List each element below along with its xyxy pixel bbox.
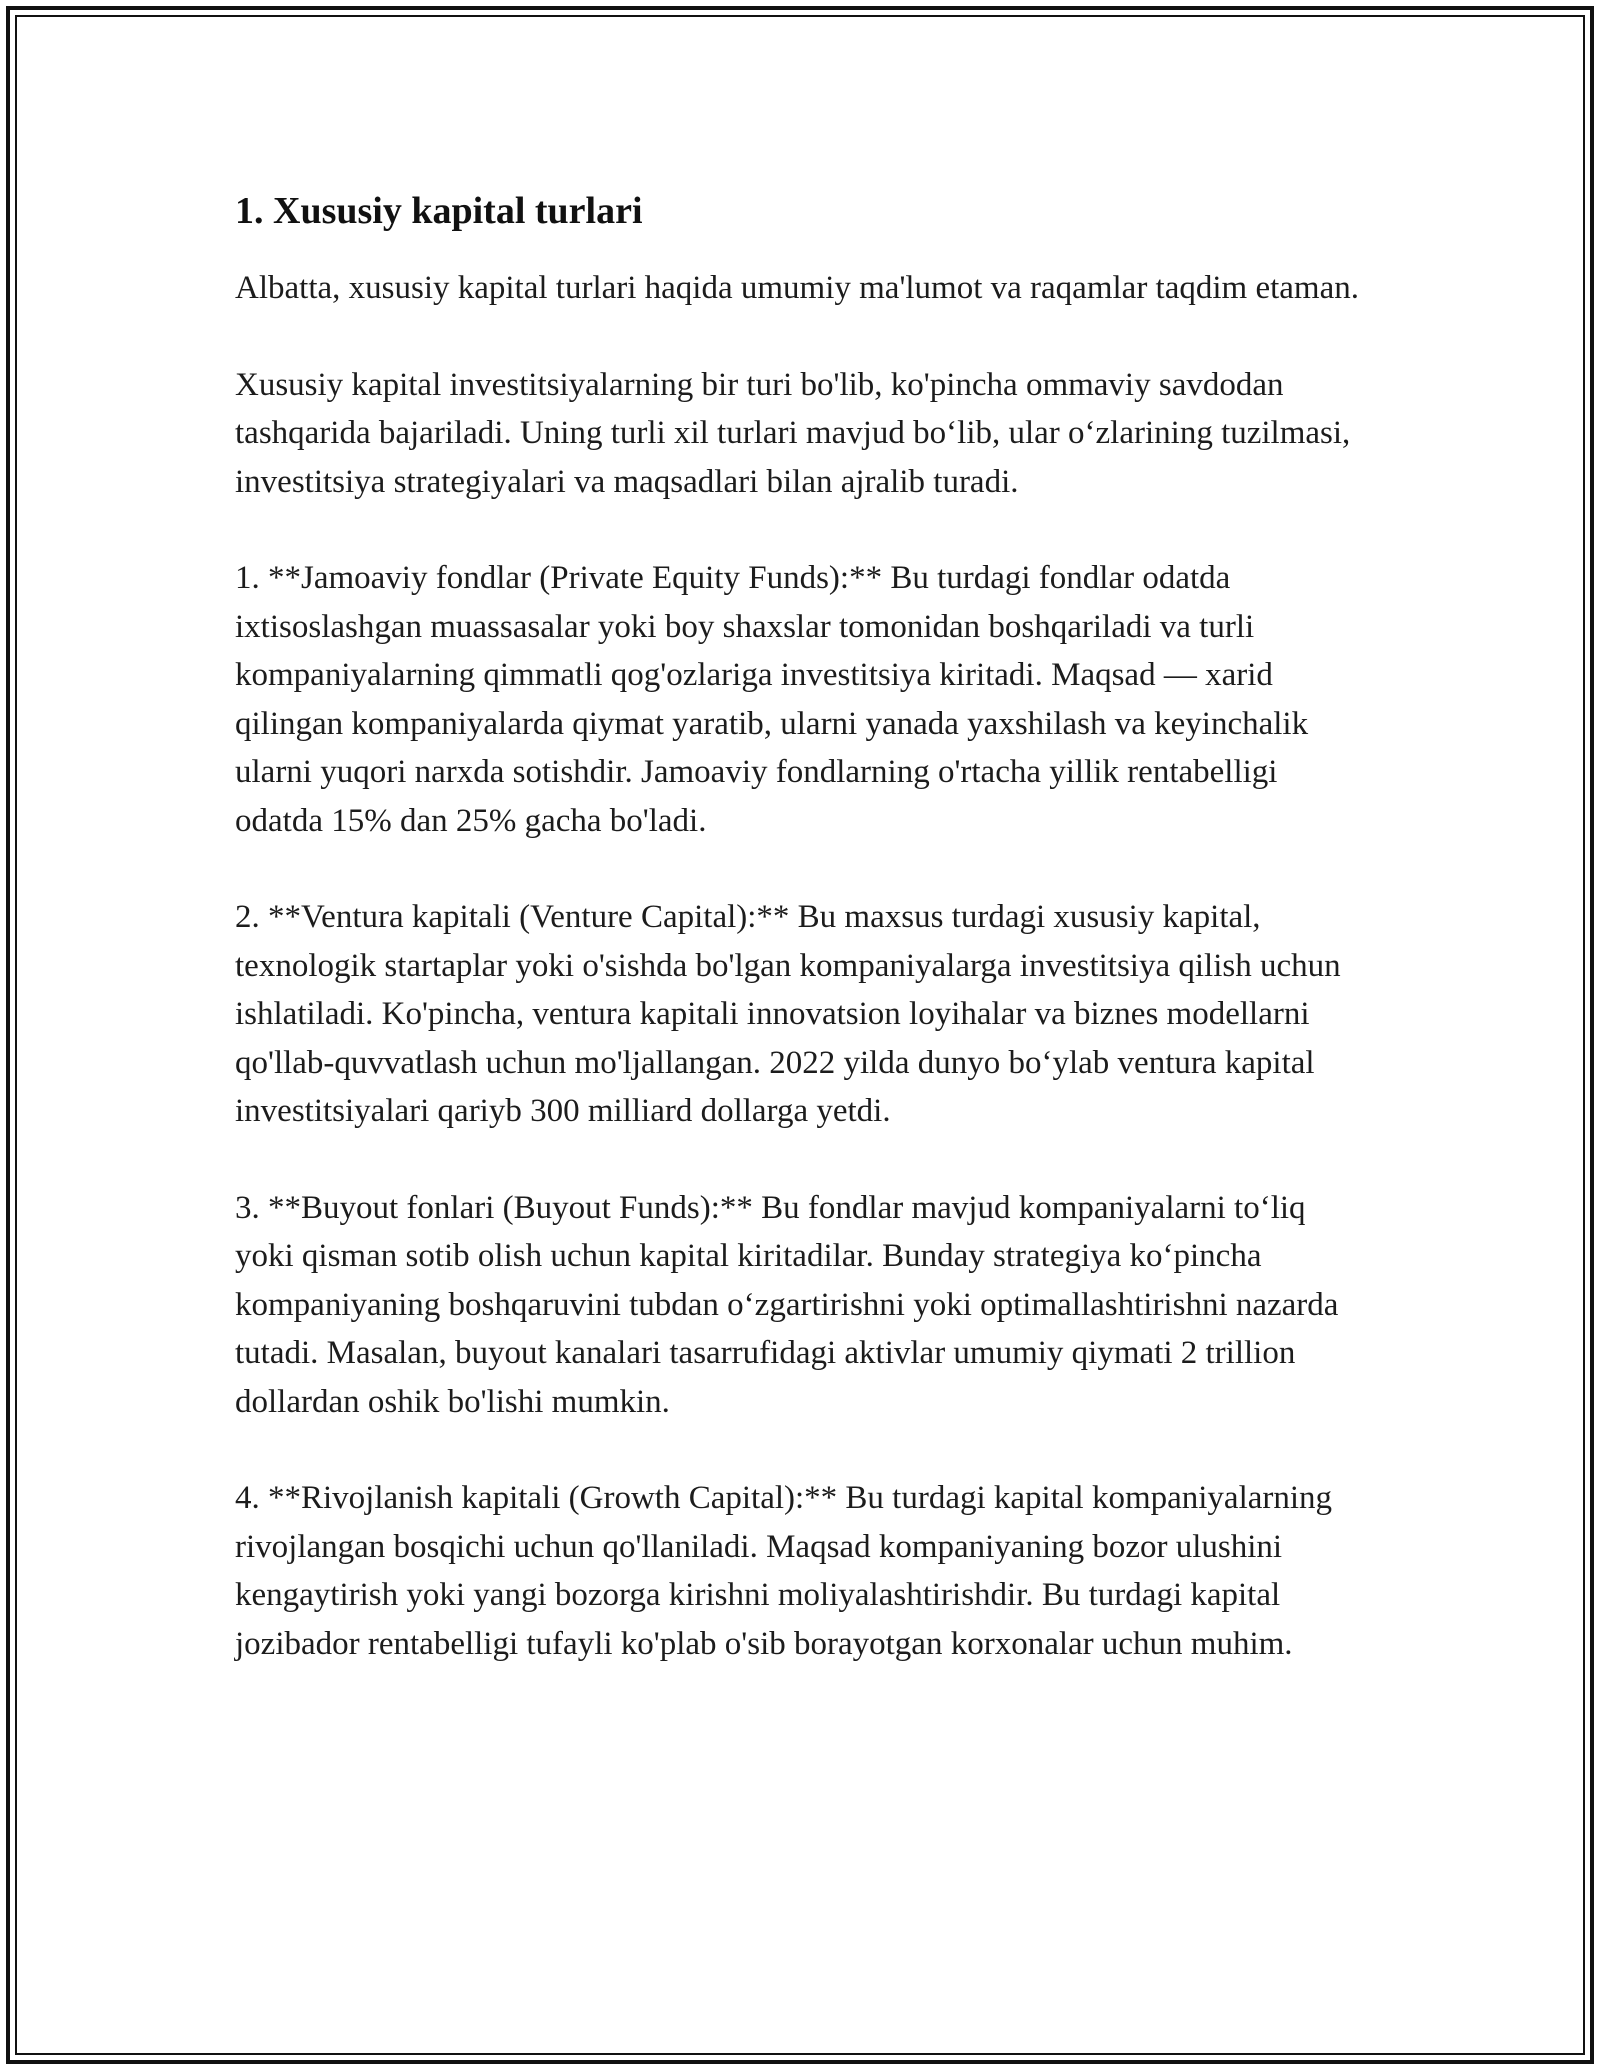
overview-paragraph: Xususiy kapital investitsiyalarning bir turi bo'lib, ko'pincha ommaviy savdodan tashqarida bajariladi. Uning turli xil turlari mavjud bo‘lib, ular o‘zlarining tuzilmasi, investitsiya strategiyalari va maqsadlari bilan ajralib turadi. [235,366,1351,500]
list-item-growth-capital: 4. **Rivojlanish kapitali (Growth Capital):** Bu turdagi kapital kompaniyalarning rivojlangan bosqichi uchun qo'llaniladi. Maqsad kompaniyaning bozor ulushini kengaytirish yoki yangi bozorga kirishni moliyalashtirishdir. Bu turdagi kapital jozibador rentabelligi tufayli ko'plab o'sib borayotgan korxonalar uchun muhim. [235,1480,1333,1662]
document-page [235,186,1370,1716]
section-heading: 1. Xususiy kapital turlari [235,190,643,232]
list-item-buyout-funds: 3. **Buyout fonlari (Buyout Funds):** Bu fondlar mavjud kompaniyalarni to‘liq yoki qisman sotib olish uchun kapital kiritadilar. Bunday strategiya ko‘pincha kompaniyaning boshqaruvini tubdan o‘zgartirishni yoki optimallashtirishni nazarda tutadi. Masalan, buyout kanalari tasarrufidagi aktivlar umumiy qiymati 2 trillion dollardan oshik bo'lishi mumkin. [235,1189,1339,1420]
intro-paragraph: Albatta, xususiy kapital turlari haqida umumiy ma'lumot va raqamlar taqdim etaman. [235,270,1359,306]
list-item-private-equity-funds: 1. **Jamoaviy fondlar (Private Equity Funds):** Bu turdagi fondlar odatda ixtisoslashgan muassasalar yoki boy shaxslar tomonidan boshqariladi va turli kompaniyalarning qimmatli qog'ozlariga investitsiya kiritadi. Maqsad — xarid qilingan kompaniyalarda qiymat yaratib, ularni yanada yaxshilash va keyinchalik ularni yuqori narxda sotishdir. Jamoaviy fondlarning o'rtacha yillik rentabelligi odatda 15% dan 25% gacha bo'ladi. [235,560,1309,839]
list-item-venture-capital: 2. **Ventura kapitali (Venture Capital):** Bu maxsus turdagi xususiy kapital, texnologik startaplar yoki o'sishda bo'lgan kompaniyalarga investitsiya qilish uchun ishlatiladi. Ko'pincha, ventura kapitali innovatsion loyihalar va biznes modellarni qo'llab-quvvatlash uchun mo'ljallangan. 2022 yilda dunyo bo‘ylab ventura kapital investitsiyalari qariyb 300 milliard dollarga yetdi. [235,899,1341,1129]
